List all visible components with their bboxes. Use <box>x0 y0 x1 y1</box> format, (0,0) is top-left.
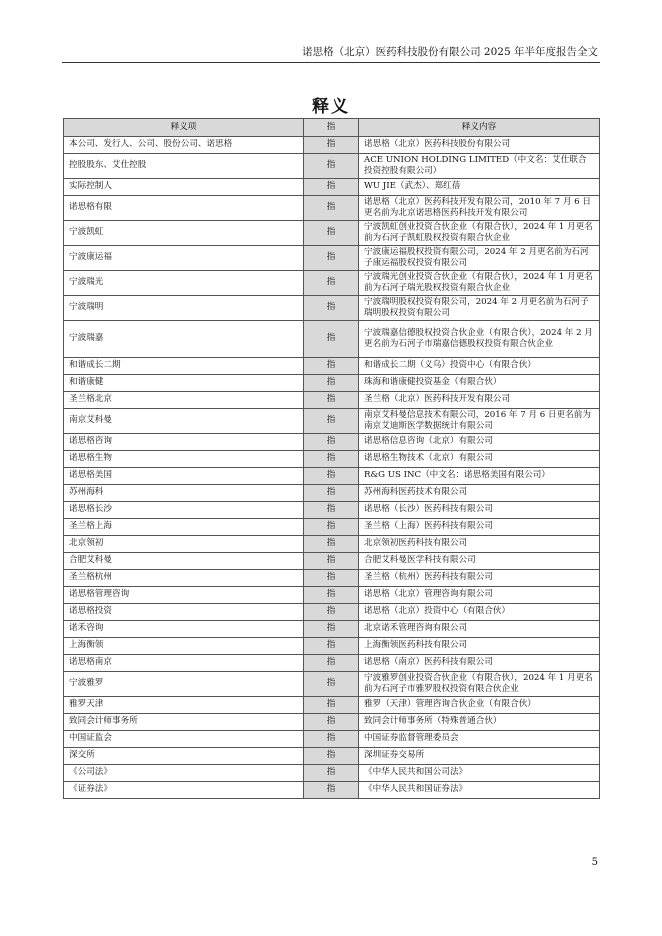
refer-cell: 指 <box>304 782 359 799</box>
definition-cell: 诺思格（长沙）医药科技有限公司 <box>359 502 600 519</box>
refer-cell: 指 <box>304 321 359 358</box>
definition-cell: 雅罗（天津）管理咨询合伙企业（有限合伙） <box>359 697 600 714</box>
refer-cell: 指 <box>304 358 359 375</box>
refer-cell: 指 <box>304 246 359 271</box>
refer-cell: 指 <box>304 697 359 714</box>
definition-cell: 《中华人民共和国证券法》 <box>359 782 600 799</box>
table-row <box>64 434 600 451</box>
term-cell: 诺思格咨询 <box>64 434 304 451</box>
term-cell: 实际控制人 <box>64 179 304 196</box>
definition-cell: 宁波康运福股权投资有限公司，2024 年 2 月更名前为石河子康运福股权投资有限公司 <box>359 246 600 271</box>
term-cell: 北京领初 <box>64 536 304 553</box>
table-row <box>64 179 600 196</box>
term-cell: 《公司法》 <box>64 765 304 782</box>
refer-cell: 指 <box>304 221 359 246</box>
table-row <box>64 392 600 409</box>
page-title: 释义 <box>312 97 350 117</box>
definitions-table <box>63 118 600 799</box>
definition-cell: 宁波瑞明股权投资有限公司，2024 年 2 月更名前为石河子瑞明股权投资有限公司 <box>359 296 600 321</box>
table-row <box>64 468 600 485</box>
definition-cell: 珠海和谐康健投资基金（有限合伙） <box>359 375 600 392</box>
refer-cell: 指 <box>304 570 359 587</box>
table-row <box>64 485 600 502</box>
refer-cell: 指 <box>304 502 359 519</box>
term-cell: 本公司、发行人、公司、股份公司、诺思格 <box>64 137 304 154</box>
definition-cell: 合肥艾科曼医学科技有限公司 <box>359 553 600 570</box>
term-cell: 苏州海科 <box>64 485 304 502</box>
term-cell: 《证券法》 <box>64 782 304 799</box>
term-cell: 诺思格生物 <box>64 451 304 468</box>
definition-cell: 诺思格生物技术（北京）有限公司 <box>359 451 600 468</box>
term-cell: 控股股东、艾仕控股 <box>64 154 304 179</box>
table-row <box>64 672 600 697</box>
term-cell: 诺思格长沙 <box>64 502 304 519</box>
term-cell: 中国证监会 <box>64 731 304 748</box>
table-row <box>64 782 600 799</box>
table-row <box>64 519 600 536</box>
definition-cell: 北京诺禾管理咨询有限公司 <box>359 621 600 638</box>
definition-cell: 苏州海科医药技术有限公司 <box>359 485 600 502</box>
table-row <box>64 638 600 655</box>
definition-cell: 中国证券监督管理委员会 <box>359 731 600 748</box>
refer-cell: 指 <box>304 485 359 502</box>
definition-cell: 上海衡领医药科技有限公司 <box>359 638 600 655</box>
table-row <box>64 621 600 638</box>
definition-cell: 诺思格（南京）医药科技有限公司 <box>359 655 600 672</box>
table-row <box>64 409 600 434</box>
definition-cell: 诺思格信息咨询（北京）有限公司 <box>359 434 600 451</box>
term-cell: 上海衡领 <box>64 638 304 655</box>
table-row <box>64 296 600 321</box>
definition-cell: 诺思格（北京）投资中心（有限合伙） <box>359 604 600 621</box>
term-cell: 合肥艾科曼 <box>64 553 304 570</box>
refer-cell: 指 <box>304 519 359 536</box>
definition-cell: R&G US INC（中文名：诺思格美国有限公司） <box>359 468 600 485</box>
table-row <box>64 137 600 154</box>
refer-cell: 指 <box>304 731 359 748</box>
term-cell: 深交所 <box>64 748 304 765</box>
term-cell: 南京艾科曼 <box>64 409 304 434</box>
definition-cell: 宁波瑞嘉信德股权投资合伙企业（有限合伙），2024 年 2 月更名前为石河子市瑞嘉信德股权投资有限合伙企业 <box>359 321 600 358</box>
definition-cell: ACE UNION HOLDING LIMITED（中文名：艾仕联合投资控股有限公司） <box>359 154 600 179</box>
refer-cell: 指 <box>304 154 359 179</box>
term-cell: 诺思格投资 <box>64 604 304 621</box>
table-row <box>64 154 600 179</box>
table-row <box>64 321 600 358</box>
definition-cell: 宁波雅罗创业投资合伙企业（有限合伙），2024 年 1 月更名前为石河子市雅罗股权投资有限合伙企业 <box>359 672 600 697</box>
refer-cell: 指 <box>304 604 359 621</box>
table-row <box>64 714 600 731</box>
refer-cell: 指 <box>304 638 359 655</box>
term-cell: 和谐成长二期 <box>64 358 304 375</box>
refer-cell: 指 <box>304 375 359 392</box>
definition-cell: 和谐成长二期（义乌）投资中心（有限合伙） <box>359 358 600 375</box>
column-header-refer: 指 <box>304 119 359 137</box>
definition-cell: 南京艾科曼信息技术有限公司，2016 年 7 月 6 日更名前为南京艾迪斯医学数据统计有限公司 <box>359 409 600 434</box>
definition-cell: 诺思格（北京）医药科技开发有限公司，2010 年 7 月 6 日更名前为北京诺思格医药科技开发有限公司 <box>359 196 600 221</box>
refer-cell: 指 <box>304 451 359 468</box>
definition-cell: 宁波瑞光创业投资合伙企业（有限合伙），2024 年 1 月更名前为石河子瑞光股权投资有限合伙企业 <box>359 271 600 296</box>
table-row <box>64 697 600 714</box>
refer-cell: 指 <box>304 271 359 296</box>
refer-cell: 指 <box>304 434 359 451</box>
refer-cell: 指 <box>304 179 359 196</box>
table-row <box>64 375 600 392</box>
term-cell: 宁波瑞明 <box>64 296 304 321</box>
table-row <box>64 536 600 553</box>
term-cell: 诺禾咨询 <box>64 621 304 638</box>
term-cell: 圣兰格杭州 <box>64 570 304 587</box>
table-row <box>64 502 600 519</box>
definition-cell: 诺思格（北京）管理咨询有限公司 <box>359 587 600 604</box>
table-row <box>64 748 600 765</box>
definition-cell: 深圳证券交易所 <box>359 748 600 765</box>
table-row <box>64 604 600 621</box>
page-header: 诺思格（北京）医药科技股份有限公司 2025 年半年度报告全文 <box>302 46 598 58</box>
refer-cell: 指 <box>304 296 359 321</box>
definition-cell: WU JIE（武杰）、郑红蓓 <box>359 179 600 196</box>
table-row <box>64 765 600 782</box>
table-row <box>64 655 600 672</box>
term-cell: 致同会计师事务所 <box>64 714 304 731</box>
refer-cell: 指 <box>304 196 359 221</box>
table-row <box>64 196 600 221</box>
definition-cell: 圣兰格（上海）医药科技有限公司 <box>359 519 600 536</box>
refer-cell: 指 <box>304 587 359 604</box>
table-row <box>64 553 600 570</box>
refer-cell: 指 <box>304 672 359 697</box>
definition-cell: 圣兰格（北京）医药科技开发有限公司 <box>359 392 600 409</box>
table-row <box>64 246 600 271</box>
table-row <box>64 731 600 748</box>
term-cell: 宁波瑞光 <box>64 271 304 296</box>
term-cell: 宁波雅罗 <box>64 672 304 697</box>
table-row <box>64 451 600 468</box>
refer-cell: 指 <box>304 137 359 154</box>
refer-cell: 指 <box>304 468 359 485</box>
table-header-row <box>64 119 600 137</box>
term-cell: 圣兰格北京 <box>64 392 304 409</box>
term-cell: 和谐康健 <box>64 375 304 392</box>
table-row <box>64 358 600 375</box>
table-row <box>64 570 600 587</box>
term-cell: 宁波凯虹 <box>64 221 304 246</box>
term-cell: 诺思格管理咨询 <box>64 587 304 604</box>
table-row <box>64 221 600 246</box>
refer-cell: 指 <box>304 765 359 782</box>
page-number: 5 <box>591 857 598 868</box>
term-cell: 雅罗天津 <box>64 697 304 714</box>
refer-cell: 指 <box>304 621 359 638</box>
definition-cell: 致同会计师事务所（特殊普通合伙） <box>359 714 600 731</box>
column-header-term: 释义项 <box>64 119 304 137</box>
table-row <box>64 271 600 296</box>
header-divider <box>62 62 600 63</box>
term-cell: 圣兰格上海 <box>64 519 304 536</box>
table-row <box>64 587 600 604</box>
definition-cell: 北京领初医药科技有限公司 <box>359 536 600 553</box>
refer-cell: 指 <box>304 655 359 672</box>
term-cell: 宁波康运福 <box>64 246 304 271</box>
column-header-definition: 释义内容 <box>359 119 600 137</box>
refer-cell: 指 <box>304 553 359 570</box>
refer-cell: 指 <box>304 714 359 731</box>
definition-cell: 宁波凯虹创业投资合伙企业（有限合伙），2024 年 1 月更名前为石河子凯虹股权投资有限合伙企业 <box>359 221 600 246</box>
refer-cell: 指 <box>304 409 359 434</box>
term-cell: 宁波瑞嘉 <box>64 321 304 358</box>
refer-cell: 指 <box>304 392 359 409</box>
term-cell: 诺思格美国 <box>64 468 304 485</box>
term-cell: 诺思格南京 <box>64 655 304 672</box>
definition-cell: 《中华人民共和国公司法》 <box>359 765 600 782</box>
definition-cell: 诺思格（北京）医药科技股份有限公司 <box>359 137 600 154</box>
definition-cell: 圣兰格（杭州）医药科技有限公司 <box>359 570 600 587</box>
refer-cell: 指 <box>304 536 359 553</box>
term-cell: 诺思格有限 <box>64 196 304 221</box>
refer-cell: 指 <box>304 748 359 765</box>
